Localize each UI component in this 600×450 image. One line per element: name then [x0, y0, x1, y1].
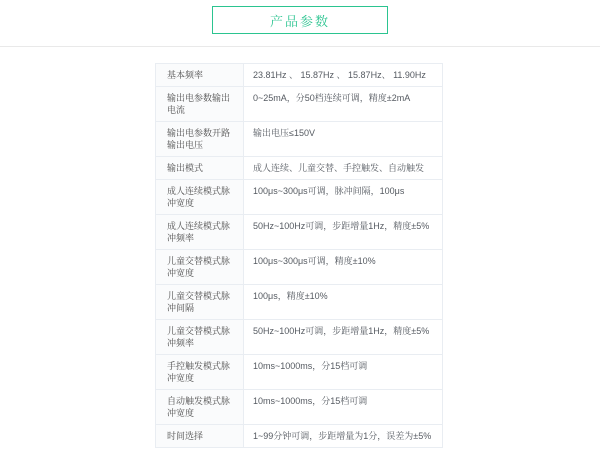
spec-label: 输出电参数输出电流 — [156, 87, 244, 121]
spec-row — [156, 180, 442, 215]
spec-row — [156, 64, 442, 87]
product-spec-table — [155, 63, 443, 448]
spec-label: 输出模式 — [156, 157, 244, 179]
spec-label: 儿童交替模式脉冲间隔 — [156, 285, 244, 319]
spec-value: 输出电压≤150V — [253, 128, 315, 138]
spec-label: 成人连续模式脉冲宽度 — [156, 180, 244, 214]
spec-value: 23.81Hz 、 15.87Hz 、 15.87Hz、 11.90Hz — [253, 70, 426, 80]
spec-value: 50Hz~100Hz可调，步距增量1Hz，精度±5% — [253, 326, 430, 336]
spec-row — [156, 425, 442, 448]
tab-product-parameters[interactable] — [212, 6, 388, 34]
spec-row — [156, 87, 442, 122]
spec-value: 10ms~1000ms，分15档可调 — [253, 396, 368, 406]
tab-product-parameters-label: 产品参数 — [269, 13, 330, 29]
spec-row — [156, 215, 442, 250]
spec-row — [156, 285, 442, 320]
spec-value: 1~99分钟可调，步距增量为1分，误差为±5% — [253, 431, 432, 441]
spec-row — [156, 122, 442, 157]
spec-value: 10ms~1000ms，分15档可调 — [253, 361, 368, 371]
spec-value: 100μs~300μs可调，精度±10% — [253, 256, 376, 266]
spec-label: 手控触发模式脉冲宽度 — [156, 355, 244, 389]
spec-row — [156, 355, 442, 390]
spec-row — [156, 157, 442, 180]
spec-label: 基本频率 — [156, 64, 244, 86]
spec-label: 儿童交替模式脉冲宽度 — [156, 250, 244, 284]
spec-value: 100μs~300μs可调，脉冲间隔，100μs — [253, 186, 405, 196]
spec-label: 成人连续模式脉冲频率 — [156, 215, 244, 249]
spec-value: 0~25mA，分50档连续可调，精度±2mA — [253, 93, 411, 103]
spec-value: 50Hz~100Hz可调，步距增量1Hz，精度±5% — [253, 221, 430, 231]
spec-label: 儿童交替模式脉冲频率 — [156, 320, 244, 354]
spec-value: 100μs，精度±10% — [253, 291, 328, 301]
spec-label: 时间选择 — [156, 425, 244, 447]
spec-row — [156, 250, 442, 285]
section-tab-bar — [0, 6, 600, 34]
spec-row — [156, 320, 442, 355]
spec-value: 成人连续、儿童交替、手控触发、自动触发 — [253, 163, 425, 173]
spec-row — [156, 390, 442, 425]
spec-label: 自动触发模式脉冲宽度 — [156, 390, 244, 424]
spec-label: 输出电参数开路输出电压 — [156, 122, 244, 156]
tab-underline-divider — [0, 46, 600, 47]
